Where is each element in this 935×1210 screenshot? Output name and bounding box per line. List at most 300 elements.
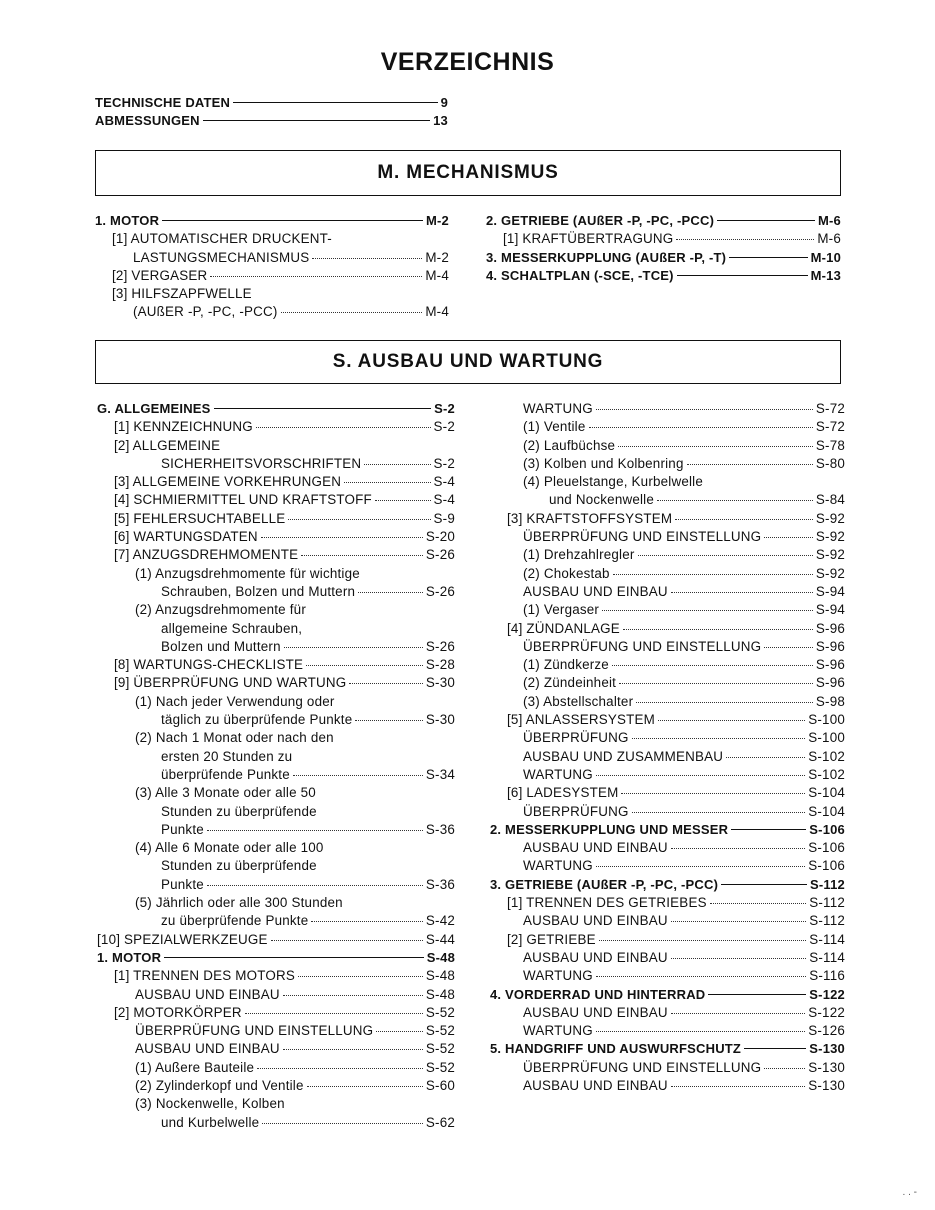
toc-leader [293,775,423,776]
toc-entry [490,1040,845,1058]
toc-leader [288,519,430,520]
toc-entry [97,546,455,564]
toc-entry [490,766,845,784]
toc-leader [632,812,806,813]
toc-leader [612,665,813,666]
toc-entry-label: [1] KENNZEICHNUNG [114,419,253,435]
toc-entry-page: S-72 [815,401,845,416]
toc-entry-label: AUSBAU UND EINBAU [523,840,668,856]
toc-entry-label: [10] SPEZIALWERKZEUGE [97,931,268,947]
toc-entry-label: Bolzen und Muttern [161,638,281,654]
toc-leader [589,427,813,428]
toc-entry-label: ÜBERPRÜFUNG UND EINSTELLUNG [523,529,762,545]
toc-entry-page: S-130 [808,1077,845,1093]
toc-entry [490,949,845,967]
toc-entry [97,729,455,747]
toc-leader [726,757,805,758]
toc-entry-page: M-10 [810,249,841,265]
toc-entry-label: (3) Alle 3 Monate oder alle 50 [135,785,316,801]
toc-entry-page: S-84 [815,492,845,508]
toc-entry [95,230,449,248]
toc-leader [687,464,813,465]
toc-entry [490,1077,845,1095]
section-heading-text: S. AUSBAU UND WARTUNG [332,351,604,372]
toc-entry-page: S-52 [425,1059,455,1075]
scan-marks: . . - [902,1187,917,1198]
toc-entry-label: LASTUNGSMECHANISMUS [133,249,310,265]
toc-entry [97,1059,455,1077]
toc-entry-page: S-94 [815,602,845,618]
toc-entry [97,912,455,930]
toc-entry-page: S-92 [815,547,845,563]
toc-entry [490,986,845,1004]
toc-entry [97,967,455,985]
toc-entry-label: 4. VORDERRAD UND HINTERRAD [490,986,706,1002]
toc-entry-label: [4] SCHMIERMITTEL UND KRAFTSTOFF [114,492,372,508]
toc-entry [490,656,845,674]
toc-leader [311,921,423,922]
toc-leader [596,409,813,410]
toc-leader [599,940,807,941]
toc-leader [671,592,813,593]
toc-entry-label: [1] TRENNEN DES GETRIEBES [507,895,707,911]
toc-entry-page: S-48 [425,986,455,1002]
toc-entry-label: überprüfende Punkte [161,766,290,782]
toc-entry-label: [2] MOTORKÖRPER [114,1004,242,1020]
toc-entry-page: S-112 [809,895,845,911]
toc-entry-page: S-30 [425,712,455,728]
toc-entry [97,876,455,894]
toc-entry [490,784,845,802]
toc-entry [95,112,448,130]
toc-entry-label: ÜBERPRÜFUNG UND EINSTELLUNG [523,1059,762,1075]
toc-leader [717,220,815,221]
toc-entry [490,1004,845,1022]
toc-entry [490,821,845,839]
toc-leader [596,1031,805,1032]
toc-leader [281,312,423,313]
toc-entry-page: S-4 [433,492,455,508]
toc-entry [490,967,845,985]
toc-leader [729,257,807,258]
toc-entry-label: Punkte [161,876,204,892]
toc-entry-page: S-106 [809,821,845,837]
toc-leader [210,276,422,277]
toc-entry-page: S-52 [425,1023,455,1039]
toc-entry-label: (1) Ventile [523,419,586,435]
toc-entry-page: S-52 [425,1004,455,1020]
toc-entry-page: S-9 [433,510,455,526]
toc-leader [764,1068,805,1069]
toc-entry-label: AUSBAU UND EINBAU [523,1004,668,1020]
toc-leader [764,647,813,648]
toc-entry-page: M-2 [426,213,449,228]
toc-entry-page: S-122 [808,1004,845,1020]
toc-entry-label: (2) Zylinderkopf und Ventile [135,1077,304,1093]
toc-entry [97,931,455,949]
toc-entry [97,1040,455,1058]
toc-entry [490,601,845,619]
toc-entry-page: S-78 [815,437,845,453]
toc-entry-page: S-92 [815,565,845,581]
toc-leader [257,1068,423,1069]
toc-ausbau-left [97,400,455,1132]
toc-entry-page: S-102 [808,766,845,782]
toc-entry-label: [7] ANZUGSDREHMOMENTE [114,547,299,563]
toc-entry-page: S-42 [425,913,455,929]
toc-leader [710,903,807,904]
toc-leader [261,537,423,538]
toc-entry-label: Stunden zu überprüfende [161,858,317,874]
toc-entry-page: S-122 [809,986,845,1002]
toc-entry-page: S-126 [808,1023,845,1039]
toc-entry-label: [6] WARTUNGSDATEN [114,529,258,545]
toc-entry [97,693,455,711]
section-heading-text: M. MECHANISMUS [377,162,559,183]
toc-entry [97,894,455,912]
toc-leader [376,1031,423,1032]
toc-leader [708,994,806,995]
toc-leader [671,1086,805,1087]
toc-entry-page: M-2 [425,249,449,265]
toc-entry [97,803,455,821]
toc-entry-label: 3. MESSERKUPPLUNG (AUßER -P, -T) [486,249,727,265]
toc-entry-label: [3] ALLGEMEINE VORKEHRUNGEN [114,474,342,490]
toc-entry-page: S-34 [425,766,455,782]
toc-leader [306,665,423,666]
toc-entry-label: (1) Vergaser [523,602,600,618]
toc-entry-page: S-116 [809,968,845,984]
toc-entry-label: allgemeine Schrauben, [161,620,303,636]
section-heading-ausbau-wartung [95,340,841,384]
toc-entry-page: S-96 [815,657,845,673]
toc-entry-page: M-13 [810,267,841,283]
toc-entry-page: S-52 [425,1041,455,1057]
toc-entry [97,656,455,674]
toc-leader [262,1123,423,1124]
toc-entry [490,729,845,747]
toc-entry-label: AUSBAU UND EINBAU [135,986,280,1002]
toc-entry [95,285,449,303]
toc-entry-label: [2] VERGASER [112,267,208,283]
toc-entry [490,437,845,455]
toc-leader [596,775,805,776]
toc-entry [490,583,845,601]
toc-entry [490,565,845,583]
toc-entry [490,711,845,729]
toc-entry-page: S-30 [425,675,455,691]
toc-entry-label: 2. MESSERKUPPLUNG UND MESSER [490,821,729,837]
toc-entry-label: [2] GETRIEBE [507,931,596,947]
toc-leader [271,940,423,941]
toc-entry [490,876,845,894]
toc-entry-page: M-6 [818,213,841,228]
toc-leader [675,519,813,520]
toc-entry-label: (1) Nach jeder Verwendung oder [135,693,335,709]
toc-entry [490,528,845,546]
toc-entry-label: WARTUNG [523,858,593,874]
toc-entry-label: [4] ZÜNDANLAGE [507,620,620,636]
toc-entry [490,620,845,638]
toc-entry-page: S-92 [815,529,845,545]
toc-entry [490,510,845,528]
toc-entry-page: 13 [433,113,448,129]
toc-entry-label: TECHNISCHE DATEN [95,95,231,110]
toc-entry-label: [3] HILFSZAPFWELLE [112,286,252,302]
page-title: VERZEICHNIS [380,48,555,76]
toc-entry-page: M-4 [425,304,449,320]
toc-entry-page: S-62 [425,1114,455,1130]
toc-entry-label: WARTUNG [523,766,593,782]
toc-entry-label: WARTUNG [523,968,593,984]
toc-leader [596,976,806,977]
toc-entry [490,912,845,930]
toc-leader [344,482,430,483]
toc-entry-label: täglich zu überprüfende Punkte [161,712,353,728]
toc-entry [97,510,455,528]
toc-entry [490,894,845,912]
toc-entry-label: ÜBERPRÜFUNG [523,803,629,819]
toc-entry-label: G. ALLGEMEINES [97,401,211,416]
toc-entry-label: 5. HANDGRIFF UND AUSWURFSCHUTZ [490,1041,742,1057]
toc-entry-label: [8] WARTUNGS-CHECKLISTE [114,657,304,673]
toc-leader [744,1048,806,1049]
toc-leader [349,683,423,684]
toc-entry-label: (2) Anzugsdrehmomente für [135,602,306,618]
toc-entry [97,766,455,784]
toc-entry-page: S-130 [809,1041,845,1057]
toc-entry-label: 3. GETRIEBE (AUßER -P, -PC, -PCC) [490,876,719,892]
toc-entry [97,1022,455,1040]
toc-entry [490,491,845,509]
toc-leader [233,102,437,103]
toc-entry [490,748,845,766]
toc-entry [490,931,845,949]
toc-leader [301,555,423,556]
toc-leader [355,720,423,721]
toc-entry [490,473,845,491]
toc-entry-label: AUSBAU UND ZUSAMMENBAU [523,748,724,764]
toc-entry-page: S-2 [434,401,455,416]
toc-leader [619,683,813,684]
toc-entry-label: (AUßER -P, -PC, -PCC) [133,304,278,320]
toc-entry [97,1077,455,1095]
section-heading-mechanismus [95,150,841,196]
toc-entry-label: AUSBAU UND EINBAU [135,1041,280,1057]
toc-entry-page: S-2 [433,419,455,435]
toc-entry-page: S-4 [433,474,455,490]
toc-entry [97,620,455,638]
toc-leader [636,702,813,703]
toc-leader [375,500,431,501]
toc-entry [490,400,845,418]
toc-entry [97,1004,455,1022]
toc-entry [97,748,455,766]
toc-entry-page: S-94 [815,583,845,599]
toc-entry-page: S-26 [425,638,455,654]
toc-leader [764,537,813,538]
toc-entry [97,857,455,875]
toc-entry-label: Stunden zu überprüfende [161,803,317,819]
toc-leader [207,830,423,831]
toc-entry-label: zu überprüfende Punkte [161,913,309,929]
toc-leader [256,427,431,428]
toc-entry-page: S-100 [808,730,845,746]
toc-entry [490,1059,845,1077]
toc-leader [214,408,432,409]
toc-mechanismus-left [95,212,449,322]
toc-leader [657,500,813,501]
toc-entry-page: S-48 [425,968,455,984]
toc-entry-page: S-36 [425,876,455,892]
toc-entry [97,839,455,857]
toc-leader [307,1086,423,1087]
toc-entry-page: S-28 [425,657,455,673]
toc-entry-label: SICHERHEITSVORSCHRIFTEN [161,455,362,471]
toc-leader [618,446,813,447]
toc-leader [596,866,805,867]
toc-entry-page: S-26 [425,547,455,563]
toc-entry-label: (2) Chokestab [523,565,610,581]
toc-entry-label: (1) Drehzahlregler [523,547,635,563]
toc-entry [97,986,455,1004]
toc-entry [97,1095,455,1113]
toc-entry-page: S-100 [808,712,845,728]
toc-leader [638,555,813,556]
toc-entry-page: S-104 [808,785,845,801]
toc-entry [486,230,841,248]
toc-leader [203,120,430,121]
toc-entry-label: 2. GETRIEBE (AUßER -P, -PC, -PCC) [486,213,715,228]
toc-entry-label: (1) Zündkerze [523,657,609,673]
toc-entry-page: S-96 [815,675,845,691]
toc-entry [97,784,455,802]
toc-entry-page: S-96 [815,638,845,654]
toc-leader [658,720,805,721]
toc-entry-page: S-96 [815,620,845,636]
toc-entry [490,418,845,436]
toc-entry-label: [6] LADESYSTEM [507,785,619,801]
toc-entry [97,491,455,509]
toc-entry-page: S-2 [433,455,455,471]
toc-entry-page: S-48 [426,949,455,965]
toc-entry-label: ÜBERPRÜFUNG [523,730,629,746]
toc-entry [97,601,455,619]
toc-entry-label: 4. SCHALTPLAN (-SCE, -TCE) [486,267,674,283]
toc-leader [671,848,805,849]
toc-leader [613,574,813,575]
toc-leader [671,958,806,959]
toc-entry-page: S-80 [815,455,845,471]
toc-entry-label: AUSBAU UND EINBAU [523,913,668,929]
toc-entry-label: (3) Nockenwelle, Kolben [135,1096,285,1112]
toc-entry-page: S-20 [425,529,455,545]
toc-entry-label: AUSBAU UND EINBAU [523,583,668,599]
toc-entry-label: [9] ÜBERPRÜFUNG UND WARTUNG [114,675,347,691]
toc-leader [312,258,422,259]
toc-entry-page: M-4 [425,267,449,283]
toc-entry-page: S-36 [425,821,455,837]
toc-intro [95,94,448,131]
toc-entry [97,949,455,967]
toc-leader [358,592,423,593]
toc-entry-label: ÜBERPRÜFUNG UND EINSTELLUNG [523,638,762,654]
toc-entry-label: ersten 20 Stunden zu [161,748,293,764]
toc-entry-label: WARTUNG [523,401,593,416]
toc-entry-label: (4) Alle 6 Monate oder alle 100 [135,840,324,856]
toc-entry [95,212,449,230]
toc-entry-label: 1. MOTOR [97,949,162,965]
toc-leader [364,464,430,465]
toc-entry-page: M-6 [817,231,841,247]
toc-entry [490,693,845,711]
toc-entry [490,546,845,564]
toc-entry [97,455,455,473]
toc-entry-label: (1) Anzugsdrehmomente für wichtige [135,565,360,581]
toc-leader [676,239,814,240]
toc-entry [97,418,455,436]
toc-entry-page: S-112 [809,913,845,929]
toc-entry-label: (2) Laufbüchse [523,437,616,453]
toc-entry [490,839,845,857]
toc-entry-page: S-72 [815,419,845,435]
toc-entry-label: ABMESSUNGEN [95,113,200,129]
toc-entry [486,249,841,267]
toc-leader [207,885,423,886]
toc-leader [623,629,813,630]
toc-entry [97,473,455,491]
toc-entry-label: (1) Außere Bauteile [135,1059,255,1075]
toc-entry-label: [1] KRAFTÜBERTRAGUNG [503,231,674,247]
toc-entry [97,583,455,601]
toc-entry [95,303,449,321]
toc-leader [284,647,423,648]
toc-leader [298,976,423,977]
toc-entry [95,267,449,285]
toc-entry-label: [5] ANLASSERSYSTEM [507,712,655,728]
toc-entry-label: (5) Jährlich oder alle 300 Stunden [135,895,343,911]
toc-entry [97,528,455,546]
toc-leader [621,793,805,794]
toc-leader [164,957,424,958]
toc-entry [490,638,845,656]
toc-entry-page: S-92 [815,510,845,526]
toc-entry [490,455,845,473]
toc-entry [490,1022,845,1040]
toc-entry-label: AUSBAU UND EINBAU [523,949,668,965]
toc-entry [486,212,841,230]
toc-entry [97,400,455,418]
toc-entry-label: [3] KRAFTSTOFFSYSTEM [507,510,673,526]
toc-entry-label: Schrauben, Bolzen und Muttern [161,583,356,599]
toc-leader [671,921,806,922]
toc-leader [245,1013,423,1014]
toc-entry [97,821,455,839]
toc-entry-page: 9 [440,95,448,110]
toc-entry [97,1114,455,1132]
toc-entry-page: S-102 [808,748,845,764]
toc-entry-label: (2) Zündeinheit [523,675,617,691]
toc-entry-label: WARTUNG [523,1023,593,1039]
toc-entry-label: [1] TRENNEN DES MOTORS [114,968,295,984]
toc-entry-label: (3) Abstellschalter [523,693,634,709]
toc-entry-page: S-114 [809,931,845,947]
toc-entry [490,857,845,875]
toc-mechanismus-right [486,212,841,285]
toc-entry [97,565,455,583]
toc-entry-label: [1] AUTOMATISCHER DRUCKENT- [112,231,332,247]
toc-leader [283,995,423,996]
